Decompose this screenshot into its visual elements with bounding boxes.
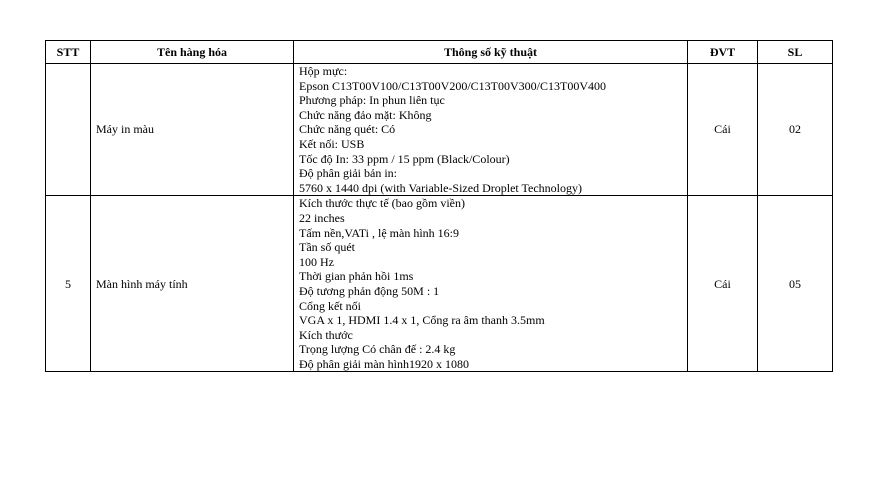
table-row — [46, 196, 833, 372]
spec-line: 5760 x 1440 dpi (with Variable-Sized Droplet Technology) — [299, 180, 582, 195]
spec-line: Chức năng đảo mặt: Không — [299, 107, 432, 122]
header-spec: Thông số kỹ thuật — [294, 41, 688, 64]
row-spec — [294, 196, 688, 372]
row-unit: Cái — [688, 196, 758, 372]
spec-line: Kết nối: USB — [299, 136, 365, 151]
row-product-name: Máy in màu — [91, 64, 294, 196]
row-stt — [46, 64, 91, 196]
row-qty: 05 — [758, 196, 833, 372]
spec-line: Thời gian phản hồi 1ms — [299, 269, 414, 284]
spec-line: VGA x 1, HDMI 1.4 x 1, Cổng ra âm thanh 3.5mm — [299, 313, 545, 328]
spec-line: Phương pháp: In phun liên tục — [299, 93, 445, 108]
spec-line: Kích thước — [299, 327, 353, 342]
header-name: Tên hàng hóa — [91, 41, 294, 64]
row-qty: 02 — [758, 64, 833, 196]
spec-line: Trọng lượng Có chân đế : 2.4 kg — [299, 342, 456, 357]
header-stt: STT — [46, 41, 91, 64]
spec-line: Tốc độ In: 33 ppm / 15 ppm (Black/Colour) — [299, 151, 510, 166]
row-stt: 5 — [46, 196, 91, 372]
table-body — [46, 64, 833, 372]
spec-line: Kích thước thực tế (bao gồm viền) — [299, 196, 465, 211]
header-qty: SL — [758, 41, 833, 64]
spec-line: Tần số quét — [299, 240, 355, 255]
row-unit: Cái — [688, 64, 758, 196]
product-spec-table — [45, 40, 833, 372]
header-unit: ĐVT — [688, 41, 758, 64]
spec-line: Tấm nền,VATi , lệ màn hình 16:9 — [299, 225, 460, 240]
spec-line: Độ tương phản động 50M : 1 — [299, 283, 440, 298]
spec-line: Chức năng quét: Có — [299, 122, 396, 137]
table-row — [46, 64, 833, 196]
spec-line: Độ phân giải bản in: — [299, 166, 397, 181]
spec-line: Cổng kết nối — [299, 298, 361, 313]
spec-line: 22 inches — [299, 210, 345, 225]
table-header — [46, 41, 833, 64]
header-row — [46, 41, 833, 64]
spec-line: Hộp mực: — [299, 64, 348, 78]
row-spec — [294, 64, 688, 196]
row-product-name: Màn hình máy tính — [91, 196, 294, 372]
spec-line: 100 Hz — [299, 254, 334, 269]
spec-line: Epson C13T00V100/C13T00V200/C13T00V300/C13T00V400 — [299, 78, 607, 93]
spec-line: Độ phân giải màn hình1920 x 1080 — [299, 356, 469, 371]
